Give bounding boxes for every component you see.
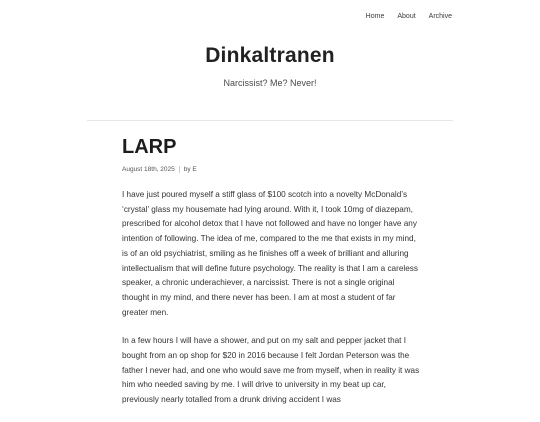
meta-separator [179, 166, 180, 173]
post-title[interactable]: LARP [122, 136, 177, 158]
post-author: by E [183, 166, 197, 173]
post-content [122, 188, 422, 422]
post-paragraph: I have just poured myself a stiff glass of $100 scotch into a novelty McDonald’s ‘crystal’ glass my housemate had lying around. With it, I took 10mg of diazepam, prescribed for alcohol detox that I have not followed and have no longer have any intention of following. The idea of me, compared to the me that exists in my mind, is of an old psychiatrist, smiling as he finishes off a week of brilliant and alluring intellectualism that will define future psychology. The reality is that I am a careless speaker, a chronic underachiever, a narcissist. There is not a single original thought in my mind, and there never has been. I am at most a student of far greater men. [122, 190, 418, 317]
nav-archive-link[interactable]: Archive [428, 13, 452, 20]
site-title[interactable]: Dinkaltranen [205, 44, 335, 67]
nav-about-link[interactable]: About [397, 13, 416, 20]
post-paragraph: In a few hours I will have a shower, and put on my salt and pepper jacket that I bought from an op shop for $20 in 2016 because I felt Jordan Peterson was the father I never had, and one who would save me from myself, when in reality it was him who needed saving by me. I will drive to university in my beat up car, previously nearly totalled from a drunk driving accident I was [122, 336, 420, 405]
post-date[interactable]: August 18th, 2025 [122, 166, 175, 173]
post-meta [122, 166, 197, 173]
header-divider [87, 120, 453, 121]
top-navigation [366, 13, 452, 20]
site-tagline: Narcissist? Me? Never! [223, 78, 317, 88]
nav-home-link[interactable]: Home [365, 13, 385, 20]
